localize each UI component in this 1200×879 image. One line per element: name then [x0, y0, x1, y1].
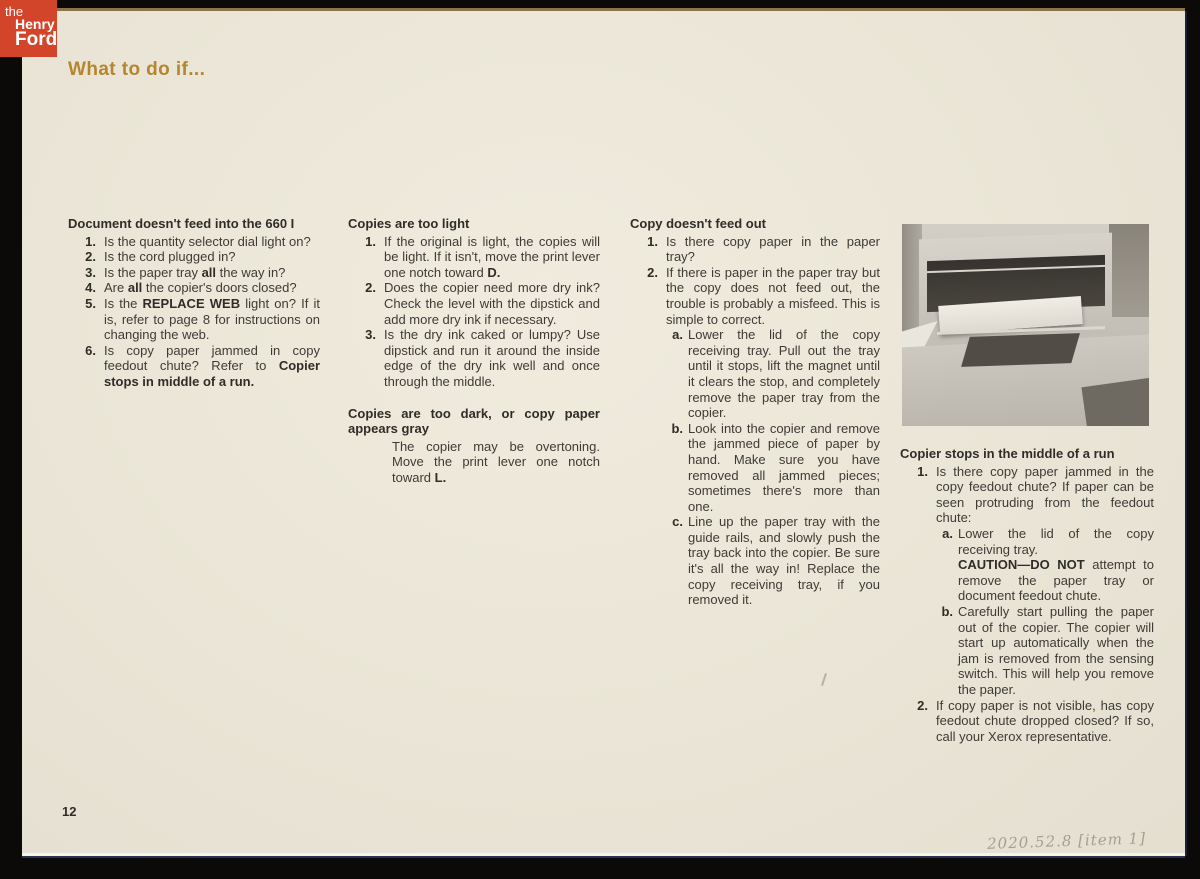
- item-label: 1.: [365, 233, 376, 249]
- bold-text: L.: [434, 469, 447, 485]
- body-text: If copy paper is not visible, has copy feedout chute dropped closed? If so, call your Xerox representative.: [936, 697, 1154, 744]
- section-heading: Copy doesn't feed out: [630, 216, 766, 231]
- item-label: c.: [672, 514, 683, 530]
- logo-ford: Ford: [15, 29, 58, 50]
- column-document-doesnt-feed: [68, 216, 320, 390]
- body-text: Is there copy paper jammed in the copy feedout chute? If paper can be seen protruding from the feedout chute:: [936, 463, 1154, 526]
- list-item: [348, 280, 600, 327]
- body-text: Is the quantity selector dial light on?: [104, 233, 311, 249]
- sub-list-item: [938, 526, 1154, 604]
- section-heading: Copier stops in the middle of a run: [900, 446, 1115, 461]
- item-text: [104, 280, 320, 296]
- archive-annotation: 2020.52.8 [item 1]: [986, 829, 1147, 853]
- list-item: [68, 234, 320, 250]
- body-text: the copier's doors closed?: [142, 280, 297, 296]
- bold-text: D.: [487, 264, 501, 280]
- body-text: Is the paper tray: [104, 264, 202, 280]
- list-item: [900, 698, 1154, 745]
- manual-page: [22, 8, 1185, 853]
- copier-feedout-photo: [902, 224, 1149, 426]
- body-text: Is the: [104, 295, 143, 311]
- list-item: [68, 280, 320, 296]
- item-label: 2.: [365, 280, 376, 296]
- logo-the: the: [5, 4, 24, 19]
- bold-text: all: [127, 280, 143, 296]
- item-label: a.: [942, 525, 953, 541]
- list-item: [68, 265, 320, 281]
- body-text: Is there copy paper in the paper tray?: [666, 233, 880, 265]
- body-text: Line up the paper tray with the guide rails, and slowly push the tray back into the copier. Be sure it's all the way in! Replace the copy receiving tray, if you removed it.: [688, 514, 880, 608]
- list-item: [68, 249, 320, 265]
- sub-list-item: [668, 514, 880, 608]
- body-text: attempt to remove the paper tray or document feedout chute.: [958, 557, 1154, 604]
- list-item: [348, 327, 600, 389]
- body-text: Does the copier need more dry ink? Check the level with the dipstick and add more dry ink if necessary.: [384, 280, 600, 327]
- item-text: [104, 296, 320, 343]
- body-text: If there is paper in the paper tray but the copy does not feed out, the trouble is probably a misfeed. This is simple to correct.: [666, 264, 880, 327]
- sub-list-item: [938, 604, 1154, 698]
- pencil-mark: [821, 673, 827, 686]
- section-heading: Copies are too light: [348, 216, 470, 231]
- body-text: Lower the lid of the copy receiving tray. Pull out the tray until it stops, lift the magnet until it clears the stop, and completely remove the paper tray from the copier.: [688, 327, 880, 421]
- body-text: Is the cord plugged in?: [104, 249, 236, 265]
- column-content: [630, 216, 880, 608]
- item-label: 2.: [85, 249, 96, 265]
- body-text: light on? If it is, refer to page 8 for instructions on changing the web.: [104, 295, 320, 343]
- body-text: Are: [104, 280, 128, 296]
- body-text: Look into the copier and remove the jammed piece of paper by hand. Make sure you have removed all jammed pieces; sometimes there's more than one.: [688, 420, 880, 514]
- item-label: 2.: [647, 264, 658, 280]
- photo-background-shade: [1109, 224, 1149, 317]
- item-label: 1.: [917, 463, 928, 479]
- item-label: 2.: [917, 697, 928, 713]
- item-text: [688, 327, 880, 421]
- item-text: [104, 249, 320, 265]
- column-content: [900, 446, 1154, 744]
- bold-text: CAUTION—DO NOT: [958, 557, 1085, 573]
- column-copier-stops: [900, 224, 1154, 744]
- body-text: Lower the lid of the copy receiving tray.: [958, 525, 1154, 557]
- list-item: [630, 265, 880, 327]
- bold-text: REPLACE WEB: [142, 295, 241, 311]
- item-text: [384, 234, 600, 281]
- body-text: The copier may be overtoning. Move the print lever one notch toward: [392, 438, 600, 485]
- list-item: [348, 234, 600, 281]
- item-text: [384, 327, 600, 389]
- logo-henry: Henry: [15, 16, 55, 32]
- list-item: [900, 464, 1154, 526]
- item-label: 4.: [85, 280, 96, 296]
- page-number: 12: [62, 804, 77, 819]
- body-text: If the original is light, the copies will be light. If it isn't, move the print lever one notch toward: [384, 233, 600, 280]
- item-text: [666, 265, 880, 327]
- column-content: [68, 216, 320, 390]
- column-copy-doesnt-feed-out: [630, 216, 880, 608]
- section-note: [348, 439, 600, 486]
- sub-list-item: [668, 327, 880, 421]
- bold-text: all: [201, 264, 217, 280]
- body-text: Carefully start pulling the paper out of the copier. The copier will start up automatically when the jam is removed from the sensing switch. This will help you remove the paper.: [958, 603, 1154, 697]
- item-text: [936, 464, 1154, 526]
- sub-list-item: [668, 421, 880, 515]
- item-text: [958, 604, 1154, 698]
- item-text: [688, 514, 880, 608]
- page-title: What to do if...: [68, 59, 206, 80]
- bold-text: Copier stops in middle of a run.: [104, 358, 320, 389]
- section-heading: Document doesn't feed into the 660 I: [68, 216, 295, 231]
- item-label: 5.: [85, 295, 96, 311]
- item-text: [958, 526, 1154, 604]
- item-text: [104, 343, 320, 390]
- item-label: 1.: [85, 233, 96, 249]
- body-text: Is the dry ink caked or lumpy? Use dipstick and run it around the inside edge of the dry ink well and once through the middle.: [384, 327, 600, 389]
- item-text: [666, 234, 880, 265]
- list-item: [630, 234, 880, 265]
- column-copies-too-light: [348, 216, 600, 486]
- item-label: b.: [671, 420, 683, 436]
- item-text: [384, 280, 600, 327]
- list-item: [68, 296, 320, 343]
- body-text: Is copy paper jammed in copy feedout chute? Refer to: [104, 342, 320, 374]
- item-text: [104, 234, 320, 250]
- item-label: a.: [672, 327, 683, 343]
- body-text: the way in?: [216, 264, 286, 280]
- section-heading: Copies are too dark, or copy paper appears gray: [348, 405, 600, 437]
- henry-ford-logo: [0, 0, 57, 57]
- photo-tray-shadow: [961, 333, 1080, 367]
- item-label: 6.: [85, 342, 96, 358]
- list-item: [68, 343, 320, 390]
- item-label: b.: [941, 603, 953, 619]
- item-label: 3.: [365, 327, 376, 343]
- item-text: [688, 421, 880, 515]
- item-text: [104, 265, 320, 281]
- item-label: 1.: [647, 233, 658, 249]
- column-content: [348, 216, 600, 486]
- item-text: [936, 698, 1154, 745]
- item-label: 3.: [85, 264, 96, 280]
